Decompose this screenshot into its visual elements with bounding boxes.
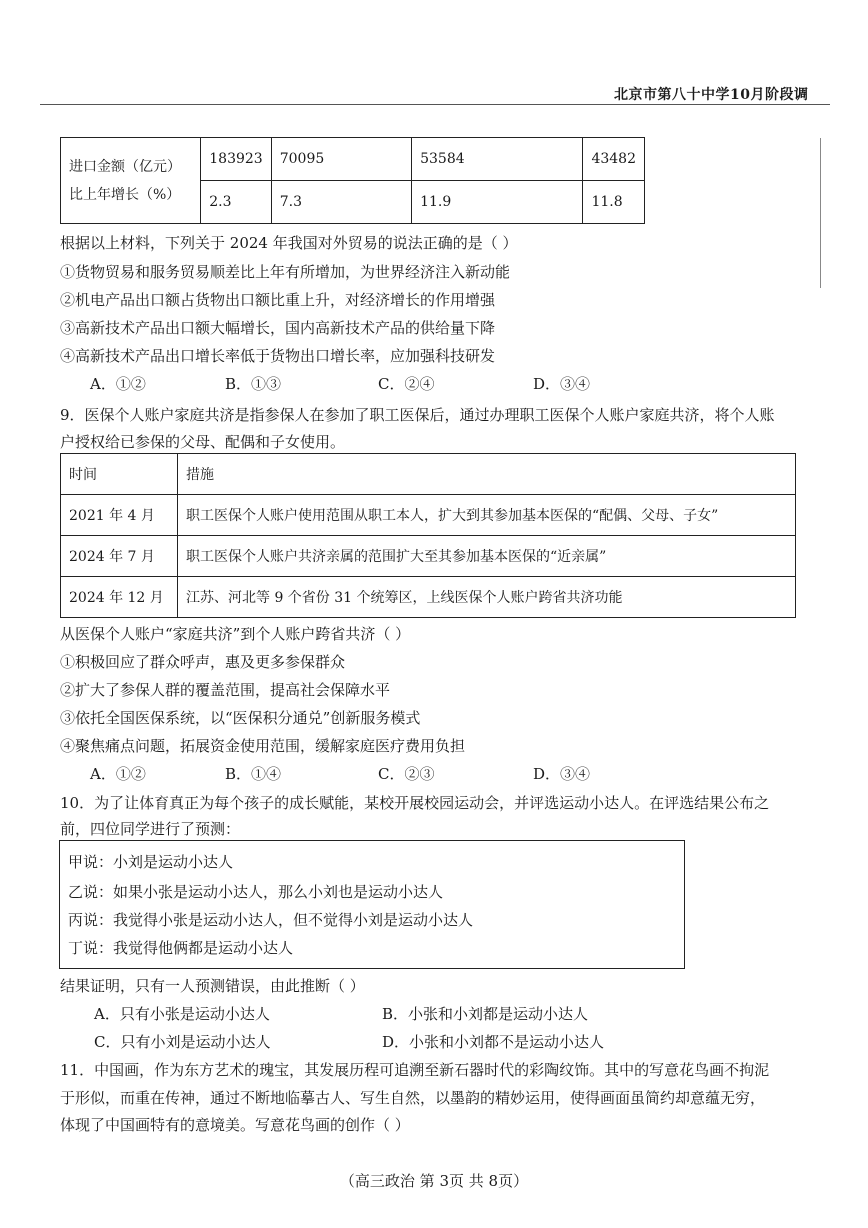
page-header-title: 北京市第八十中学10月阶段调 [614, 87, 809, 103]
page-footer: （高三政治 第 3页 共 8页） [339, 1172, 529, 1190]
trade-row-labels [61, 138, 201, 224]
q9-option-b[interactable]: B．①④ [225, 765, 282, 783]
trade-table [60, 137, 645, 224]
q8-statement-2: ②机电产品出口额占货物出口额比重上升，对经济增长的作用增强 [60, 291, 496, 309]
q10-question: 结果证明，只有一人预测错误，由此推断（ ） [60, 977, 365, 995]
table-header-row [61, 454, 796, 495]
q8-statement-4: ④高新技术产品出口增长率低于货物出口增长率，应加强科技研发 [60, 347, 496, 365]
prediction-yi: 乙说：如果小张是运动小达人，那么小刘也是运动小达人 [68, 883, 444, 901]
growth-label: 比上年增长（%） [69, 186, 181, 203]
q9-statement-4: ④聚焦痛点问题，拓展资金使用范围，缓解家庭医疗费用负担 [60, 737, 466, 755]
table-cell: 2.3 [201, 181, 271, 224]
q8-statement-1: ①货物贸易和服务贸易顺差比上年有所增加，为世界经济注入新动能 [60, 263, 511, 281]
table-row [61, 138, 645, 181]
q8-option-a[interactable]: A．①② [90, 375, 146, 393]
q10-predictions-box [59, 840, 685, 969]
table-cell: 183923 [201, 138, 271, 181]
q10-option-c[interactable]: C．只有小刘是运动小达人 [94, 1033, 271, 1051]
q9-statement-2: ②扩大了参保人群的覆盖范围，提高社会保障水平 [60, 681, 391, 699]
table-row [61, 495, 796, 536]
q10-option-a[interactable]: A．只有小张是运动小达人 [94, 1005, 270, 1023]
q8-statement-3: ③高新技术产品出口额大幅增长，国内高新技术产品的供给量下降 [60, 319, 496, 337]
table-cell: 11.9 [412, 181, 583, 224]
q9-statement-1: ①积极回应了群众呼声，惠及更多参保群众 [60, 653, 346, 671]
q10-stem-line-2: 前，四位同学进行了预测： [60, 820, 241, 838]
q9-option-c[interactable]: C．②③ [378, 765, 435, 783]
table-cell: 43482 [583, 138, 645, 181]
table-cell: 11.8 [583, 181, 645, 224]
table-cell: 7.3 [271, 181, 411, 224]
table-cell: 职工医保个人账户共济亲属的范围扩大至其参加基本医保的“近亲属” [178, 536, 796, 577]
q10-option-d[interactable]: D．小张和小刘都不是运动小达人 [382, 1033, 605, 1051]
q8-stem: 根据以上材料，下列关于 2024 年我国对外贸易的说法正确的是（ ） [60, 234, 518, 252]
q9-stem-line-1: 9．医保个人账户家庭共济是指参保人在参加了职工医保后，通过办理职工医保个人账户家庭共济，将个人账 [60, 406, 775, 424]
q8-option-d[interactable]: D．③④ [533, 375, 591, 393]
q9-statement-3: ③依托全国医保系统，以“医保积分通兑”创新服务模式 [60, 709, 421, 727]
table-cell: 70095 [271, 138, 411, 181]
q11-line-1: 11．中国画，作为东方艺术的瑰宝，其发展历程可追溯至新石器时代的彩陶纹饰。其中的写意花鸟画不拘泥 [60, 1061, 770, 1079]
margin-line [820, 138, 821, 288]
table-cell: 江苏、河北等 9 个省份 31 个统筹区，上线医保个人账户跨省共济功能 [178, 577, 796, 618]
q10-stem-line-1: 10．为了让体育真正为每个孩子的成长赋能，某校开展校园运动会，并评选运动小达人。在评选结果公布之 [60, 794, 770, 812]
q8-option-b[interactable]: B．①③ [225, 375, 282, 393]
q11-line-3: 体现了中国画特有的意境美。写意花鸟画的创作（ ） [60, 1116, 410, 1134]
table-cell: 2024 年 7 月 [61, 536, 178, 577]
header-rule [40, 104, 830, 105]
table-cell: 2024 年 12 月 [61, 577, 178, 618]
import-amount-label: 进口金额（亿元） [69, 158, 181, 175]
prediction-jia: 甲说：小刘是运动小达人 [68, 853, 234, 871]
medical-insurance-table [60, 453, 796, 618]
q11-line-2: 于形似，而重在传神，通过不断地临摹古人、写生自然，以墨韵的精妙运用，使得画面虽简约却意蕴无穷， [60, 1089, 766, 1107]
table-row [61, 577, 796, 618]
prediction-ding: 丁说：我觉得他俩都是运动小达人 [68, 939, 294, 957]
table-cell: 53584 [412, 138, 583, 181]
q10-option-b[interactable]: B．小张和小刘都是运动小达人 [382, 1005, 589, 1023]
header-time: 时间 [61, 454, 178, 495]
table-cell: 2021 年 4 月 [61, 495, 178, 536]
q9-question: 从医保个人账户“家庭共济”到个人账户跨省共济（ ） [60, 625, 411, 643]
q9-stem-line-2: 户授权给已参保的父母、配偶和子女使用。 [60, 433, 346, 451]
table-cell: 职工医保个人账户使用范围从职工本人，扩大到其参加基本医保的“配偶、父母、子女” [178, 495, 796, 536]
table-row [61, 536, 796, 577]
q9-option-a[interactable]: A．①② [90, 765, 146, 783]
q8-option-c[interactable]: C．②④ [378, 375, 435, 393]
prediction-bing: 丙说：我觉得小张是运动小达人，但不觉得小刘是运动小达人 [68, 911, 474, 929]
q9-option-d[interactable]: D．③④ [533, 765, 591, 783]
header-measure: 措施 [178, 454, 796, 495]
